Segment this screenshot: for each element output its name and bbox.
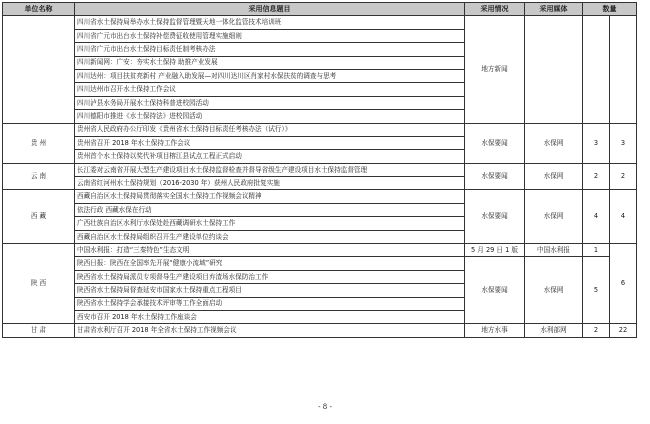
table-row	[3, 163, 637, 176]
count-cell: 4	[583, 190, 610, 244]
unit-cell: 西 藏	[3, 190, 75, 244]
situation-cell: 地方水事	[465, 324, 525, 337]
situation-cell: 地方新闻	[465, 16, 525, 123]
total-cell: 22	[610, 324, 637, 337]
media-cell: 水保网	[525, 123, 583, 163]
header-count: 数量	[583, 3, 637, 16]
unit-cell: 陕 西	[3, 244, 75, 324]
situation-cell: 水保要闻	[465, 190, 525, 244]
situation-cell: 水保要闻	[465, 257, 525, 324]
title-cell: 陕西日报：陕西在全国率先开展“健康小流域”研究	[75, 257, 465, 270]
total-cell: 2	[610, 163, 637, 190]
media-cell	[525, 16, 583, 123]
title-cell: 四川新闻网：广安：夯实水土保持 助推产业发展	[75, 56, 465, 69]
title-cell: 四川省广元市出台水土保持目标责任制考核办法	[75, 43, 465, 56]
title-cell: 四川省水土保持局举办水土保持监督管理暨天地一体化监管技术培训班	[75, 16, 465, 29]
situation-cell: 水保要闻	[465, 123, 525, 163]
page-number: - 8 -	[318, 403, 332, 411]
table-header-row	[3, 3, 637, 16]
title-cell: 陕西省水土保持局派员专项督导生产建设项目弃渣场水保防治工作	[75, 270, 465, 283]
media-cell: 水保网	[525, 190, 583, 244]
total-cell: 4	[610, 190, 637, 244]
title-cell: 云南省红河州水土保持规划（2016-2030 年）获州人民政府批复实施	[75, 177, 465, 190]
count-cell	[583, 16, 610, 123]
count-cell: 5	[583, 257, 610, 324]
total-cell	[610, 16, 637, 123]
unit-cell	[3, 16, 75, 123]
count-cell: 3	[583, 123, 610, 163]
title-cell: 陕西省水土保持局督查延安市国家水土保持重点工程项目	[75, 284, 465, 297]
media-cell: 水利部网	[525, 324, 583, 337]
media-cell: 水保网	[525, 163, 583, 190]
title-cell: 广西壮族自治区水利厅水保处赴西藏调研水土保持工作	[75, 217, 465, 230]
title-cell: 四川泸县水务局开展水土保持科普进校园活动	[75, 96, 465, 109]
table-row	[3, 324, 637, 337]
header-media: 采用媒体	[525, 3, 583, 16]
table-row	[3, 190, 637, 203]
title-cell: 依法行政 西藏水保在行动	[75, 203, 465, 216]
count-cell: 2	[583, 163, 610, 190]
title-cell: 贵州省召开 2018 年水土保持工作会议	[75, 136, 465, 149]
title-cell: 四川达州市召开水土保持工作会议	[75, 83, 465, 96]
title-cell: 中国水利报：打造“三秦特色”生态文明	[75, 244, 465, 257]
header-situation: 采用情况	[465, 3, 525, 16]
title-cell: 贵州首个水土保持以奖代补项目榕江县试点工程正式启动	[75, 150, 465, 163]
title-cell: 四川德阳市推进《水土保持法》进校园活动	[75, 110, 465, 123]
header-title: 采用信息题目	[75, 3, 465, 16]
info-adoption-table	[2, 2, 637, 338]
title-cell: 长江委对云南省开展大型生产建设项目水土保持监督检查并督导省级生产建设项目水土保持监督管理	[75, 163, 465, 176]
table-row	[3, 16, 637, 29]
total-cell: 6	[610, 244, 637, 324]
total-cell: 3	[610, 123, 637, 163]
unit-cell: 甘 肃	[3, 324, 75, 337]
table-row	[3, 123, 637, 136]
title-cell: 西藏自治区水土保持局组织召开生产建设单位约谈会	[75, 230, 465, 243]
count-cell: 2	[583, 324, 610, 337]
table-row	[3, 244, 637, 257]
title-cell: 四川达州：项目扶贫亮新村 产业融入助发展—对四川达川区肖家村水保扶贫的调查与思考	[75, 69, 465, 82]
table-row	[3, 257, 637, 270]
title-cell: 陕西省水土保持学会承接技术评审等工作全面启动	[75, 297, 465, 310]
title-cell: 西藏自治区水土保持局贯彻落实全国水土保持工作视频会议精神	[75, 190, 465, 203]
title-cell: 西安市召开 2018 年水土保持工作座谈会	[75, 310, 465, 323]
unit-cell: 云 南	[3, 163, 75, 190]
title-cell: 甘肃省水利厅召开 2018 年全省水土保持工作视频会议	[75, 324, 465, 337]
media-cell: 中国水利报	[525, 244, 583, 257]
unit-cell: 贵 州	[3, 123, 75, 163]
header-unit: 单位名称	[3, 3, 75, 16]
situation-cell: 5 月 29 日 1 版	[465, 244, 525, 257]
title-cell: 四川省广元市出台水土保持补偿费征收使用管理实施细则	[75, 29, 465, 42]
media-cell: 水保网	[525, 257, 583, 324]
title-cell: 贵州省人民政府办公厅印发《贵州省水土保持目标责任考核办法（试行）》	[75, 123, 465, 136]
count-cell: 1	[583, 244, 610, 257]
situation-cell: 水保要闻	[465, 163, 525, 190]
